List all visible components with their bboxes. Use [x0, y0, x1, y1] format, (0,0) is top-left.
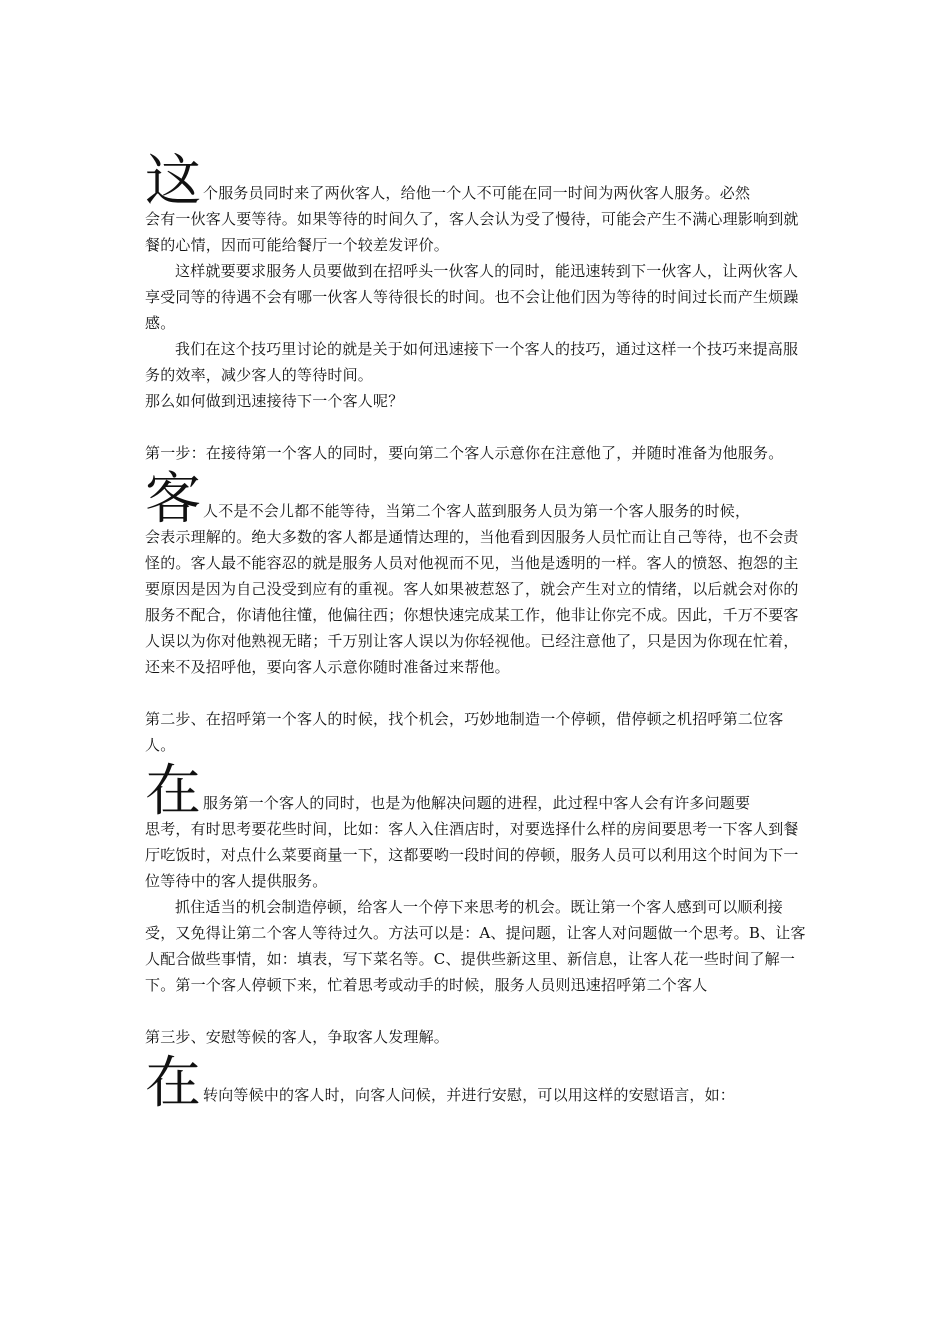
step3-paragraph — [145, 1051, 807, 1116]
step1-dropcap: 客 — [145, 467, 202, 532]
document-page — [145, 149, 807, 1116]
intro-first-line: 个服务员同时来了两伙客人，给他一个人不可能在同一时间为两伙客人服务。必然 — [203, 184, 751, 202]
step3-dropcap: 在 — [145, 1051, 202, 1116]
step3-heading: 第三步、安慰等候的客人，争取客人发理解。 — [145, 1028, 450, 1046]
intro-paragraph-2: 这样就要要求服务人员要做到在招呼头一伙客人的同时，能迅速转到下一伙客人，让两伙客人享受同等的待遇不会有哪一伙客人等待很长的时间。也不会让他们因为等待的时间过长而产生烦躁感。 — [145, 262, 799, 332]
step2-heading: 第二步、在招呼第一个客人的时候，找个机会，巧妙地制造一个停顿，借停顿之机招呼第二位客人。 — [145, 710, 784, 754]
step2-dropcap: 在 — [145, 759, 202, 824]
spacer — [145, 414, 807, 440]
step3-first-line: 转向等候中的客人时，向客人问候，并进行安慰，可以用这样的安慰语言，如： — [203, 1086, 736, 1104]
intro-dropcap: 这 — [145, 149, 202, 214]
intro-paragraph — [145, 149, 807, 258]
intro-rest: 会有一伙客人要等待。如果等待的时间久了，客人会认为受了慢待，可能会产生不满心理影响到就餐的心情，因而可能给餐厅一个较差发评价。 — [145, 210, 799, 254]
spacer — [145, 680, 807, 706]
step2-rest: 思考，有时思考要花些时间，比如：客人入住酒店时，对要选择什么样的房间要思考一下客人到餐厅吃饭时，对点什么菜要商量一下，这都要哟一段时间的停顿，服务人员可以利用这个时间为下一位等待中的客人提供服务。 — [145, 820, 799, 890]
step1-first-line: 人不是不会儿都不能等待，当第二个客人蓝到服务人员为第一个客人服务的时候， — [203, 502, 751, 520]
step1-rest: 会表示理解的。绝大多数的客人都是通情达理的，当他看到因服务人员忙而让自己等待，也不会责怪的。客人最不能容忍的就是服务人员对他视而不见，当他是透明的一样。客人的愤怒、抱怨的主要原因是因为自己没受到应有的重视。客人如果被惹怒了，就会产生对立的情绪，以后就会对你的服务不配合，你请他往懂，他偏往西；你想快速完成某工作，他非让你完不成。因此，千万不要客人误以为你对他熟视无睹；千万别让客人误以为你轻视他。已经注意他了，只是因为你现在忙着，还来不及招呼他，要向客人示意你随时准备过来帮他。 — [145, 528, 799, 676]
step1-paragraph — [145, 467, 807, 680]
step2-first-line: 服务第一个客人的同时，也是为他解决问题的进程，此过程中客人会有许多问题要 — [203, 794, 751, 812]
step2-paragraph — [145, 759, 807, 894]
step1-heading: 第一步：在接待第一个客人的同时，要向第二个客人示意你在注意他了，并随时准备为他服务。 — [145, 444, 784, 462]
intro-paragraph-3: 我们在这个技巧里讨论的就是关于如何迅速接下一个客人的技巧，通过这样一个技巧来提高服务的效率，减少客人的等待时间。 — [145, 340, 799, 384]
spacer — [145, 998, 807, 1024]
intro-question: 那么如何做到迅速接待下一个客人呢？ — [145, 392, 404, 410]
step2-paragraph-2: 抓住适当的机会制造停顿，给客人一个停下来思考的机会。既让第一个客人感到可以顺利接受，又免得让第二个客人等待过久。方法可以是：A、提问题，让客人对问题做一个思考。B、让客人配合做些事情，如：填表，写下菜名等。C、提供些新这里、新信息，让客人花一些时间了解一下。第一个客人停顿下来，忙着思考或动手的时候，服务人员则迅速招呼第二个客人 — [145, 898, 806, 994]
